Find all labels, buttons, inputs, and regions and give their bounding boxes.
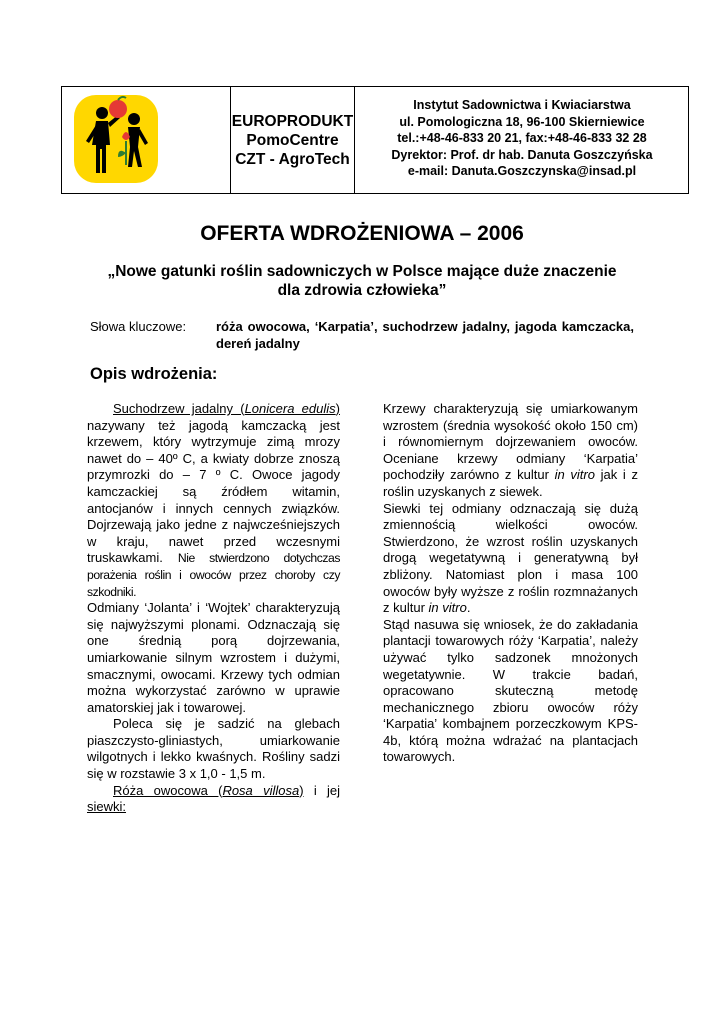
- paragraph: [87, 783, 340, 816]
- header-organizations: [231, 87, 354, 193]
- keywords-label: Słowa kluczowe:: [90, 319, 187, 334]
- institute-email: e-mail: Danuta.Goszczynska@insad.pl: [407, 164, 637, 178]
- paragraph-text: nazywany też jagodą kamczacką jest krzewem, który wytrzymuje zimą mrozy nawet do – 40º C, a kwiaty dobrze znoszą przymrozki do – 7 º C. Owoce jagody kamczackiej są źródłem witamin, antocjanów i innych cennych związków. Dojrzewają jako jedne z najwcześniejszych w kraju, nawet przed wczesnymi truskawkami.: [87, 417, 340, 566]
- left-column: [87, 401, 340, 816]
- term: [113, 401, 340, 416]
- header-box: [61, 86, 689, 194]
- right-column: [383, 401, 638, 766]
- term-text: Róża owocowa (: [113, 782, 223, 798]
- section-heading: Opis wdrożenia:: [90, 365, 218, 383]
- paragraph-text: jak i z roślin uzyskanych z siewek.: [383, 467, 638, 499]
- paragraph: [383, 501, 638, 617]
- institute-name: Instytut Sadownictwa i Kwiaciarstwa: [413, 98, 631, 112]
- org-name-1: EUROPRODUKT: [231, 112, 354, 130]
- paragraph-text: .: [466, 600, 471, 616]
- institute-phone: tel.:+48-46-833 20 21, fax:+48-46-833 32 28: [397, 131, 647, 145]
- italic-term: in vitro: [428, 600, 467, 616]
- institute-address: ul. Pomologiczna 18, 96-100 Skierniewice: [399, 114, 645, 129]
- orchard-people-logo-icon: [72, 93, 160, 185]
- paragraph-text: Krzewy charakteryzują się umiarkowanym wzrostem (średnia wysokość około 150 cm) i równomiernym dojrzewaniem owoców. Oceniane krzewy odmiany ‘Karpatia’ pochodziły zarówno z kultur: [383, 401, 638, 483]
- latin-name: Lonicera edulis: [244, 401, 336, 416]
- term-text: Suchodrzew jadalny (: [113, 401, 245, 416]
- paragraph-text: Siewki tej odmiany odznaczają się dużą zmiennością wielkości owoców. Stwierdzono, że wzrost roślin uzyskanych drogą wegetatywną i generatywną był zbliżony. Natomiast plon i masa 100 owoców były wyższe z roślin rozmnażanych z kultur: [383, 500, 638, 616]
- org-name-2: PomoCentre: [246, 131, 339, 149]
- paragraph: Odmiany ‘Jolanta’ i ‘Wojtek’ charakteryzują się najwyższymi plonami. Odznaczają się one średnią porą dojrzewania, umiarkowanie silnym wzrostem i dużymi, smacznymi, owocami. Krzewy tych odmian można wykorzystać zarówno w uprawie amatorskiej jak i towarowej.: [87, 600, 340, 715]
- paragraph: Stąd nasuwa się wniosek, że do zakładania plantacji towarowych róży ‘Karpatia’, należy używać tylko sadzonek mnożonych wegetatywnie. W trakcie badań, opracowano skuteczną metodę mechanicznego zbioru owoców róży ‘Karpatia’ kombajnem porzeczkowym KPS- 4b, którą można wdrażać na plantacjach towarowych.: [383, 616, 638, 765]
- org-name-3: CZT - AgroTech: [235, 150, 350, 168]
- keywords-values: róża owocowa, ‘Karpatia’, suchodrzew jadalny, jagoda kamczacka, dereń jadalny: [216, 319, 634, 351]
- term-text: ): [299, 782, 304, 798]
- latin-name: Rosa villosa: [222, 782, 300, 798]
- keywords: [90, 318, 634, 352]
- term: [113, 783, 304, 798]
- term-text: ): [335, 401, 340, 416]
- condensed-text: Nie stwierdzono dotychczas porażenia roślin i owoców przez choroby czy szkodniki.: [87, 551, 340, 599]
- term: siewki:: [87, 799, 127, 815]
- paragraph: [87, 401, 340, 600]
- institute-contact: [355, 97, 689, 180]
- paragraph: Poleca się je sadzić na glebach piaszczysto-gliniastych, umiarkowanie wilgotnych i lekko kwaśnych. Rośliny sadzi się w rozstawie 3 x 1,0 - 1,5 m.: [87, 716, 340, 782]
- document-title: OFERTA WDROŻENIOWA – 2006: [200, 222, 524, 245]
- italic-term: in vitro: [554, 467, 595, 483]
- paragraph-text: i jej: [303, 782, 340, 798]
- institute-director: Dyrektor: Prof. dr hab. Danuta Goszczyńska: [391, 147, 653, 162]
- paragraph: [383, 401, 638, 501]
- document-subtitle: „Nowe gatunki roślin sadowniczych w Polsce mające duże znaczenie dla zdrowia człowieka”: [107, 263, 617, 299]
